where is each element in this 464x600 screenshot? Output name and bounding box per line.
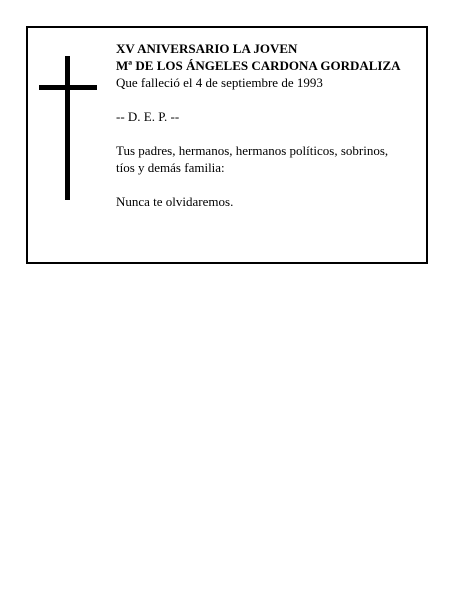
closing-line: Nunca te olvidaremos. (116, 194, 234, 209)
heading-line-2: Mª DE LOS ÁNGELES CARDONA GORDALIZA (116, 58, 401, 73)
spacer (116, 125, 421, 142)
notice-text (116, 40, 421, 210)
date-line: Que falleció el 4 de septiembre de 1993 (116, 75, 323, 90)
family-line-1: Tus padres, hermanos, hermanos políticos, sobrinos, (116, 143, 389, 158)
obituary-notice (26, 26, 428, 264)
rip-line: -- D. E. P. -- (116, 109, 180, 124)
cross-vertical-bar (65, 56, 70, 200)
family-line-2: tíos y demás familia: (116, 160, 225, 175)
cross-horizontal-bar (39, 85, 97, 90)
heading-line-1: XV ANIVERSARIO LA JOVEN (116, 41, 298, 56)
spacer (116, 176, 421, 193)
spacer (116, 91, 421, 108)
